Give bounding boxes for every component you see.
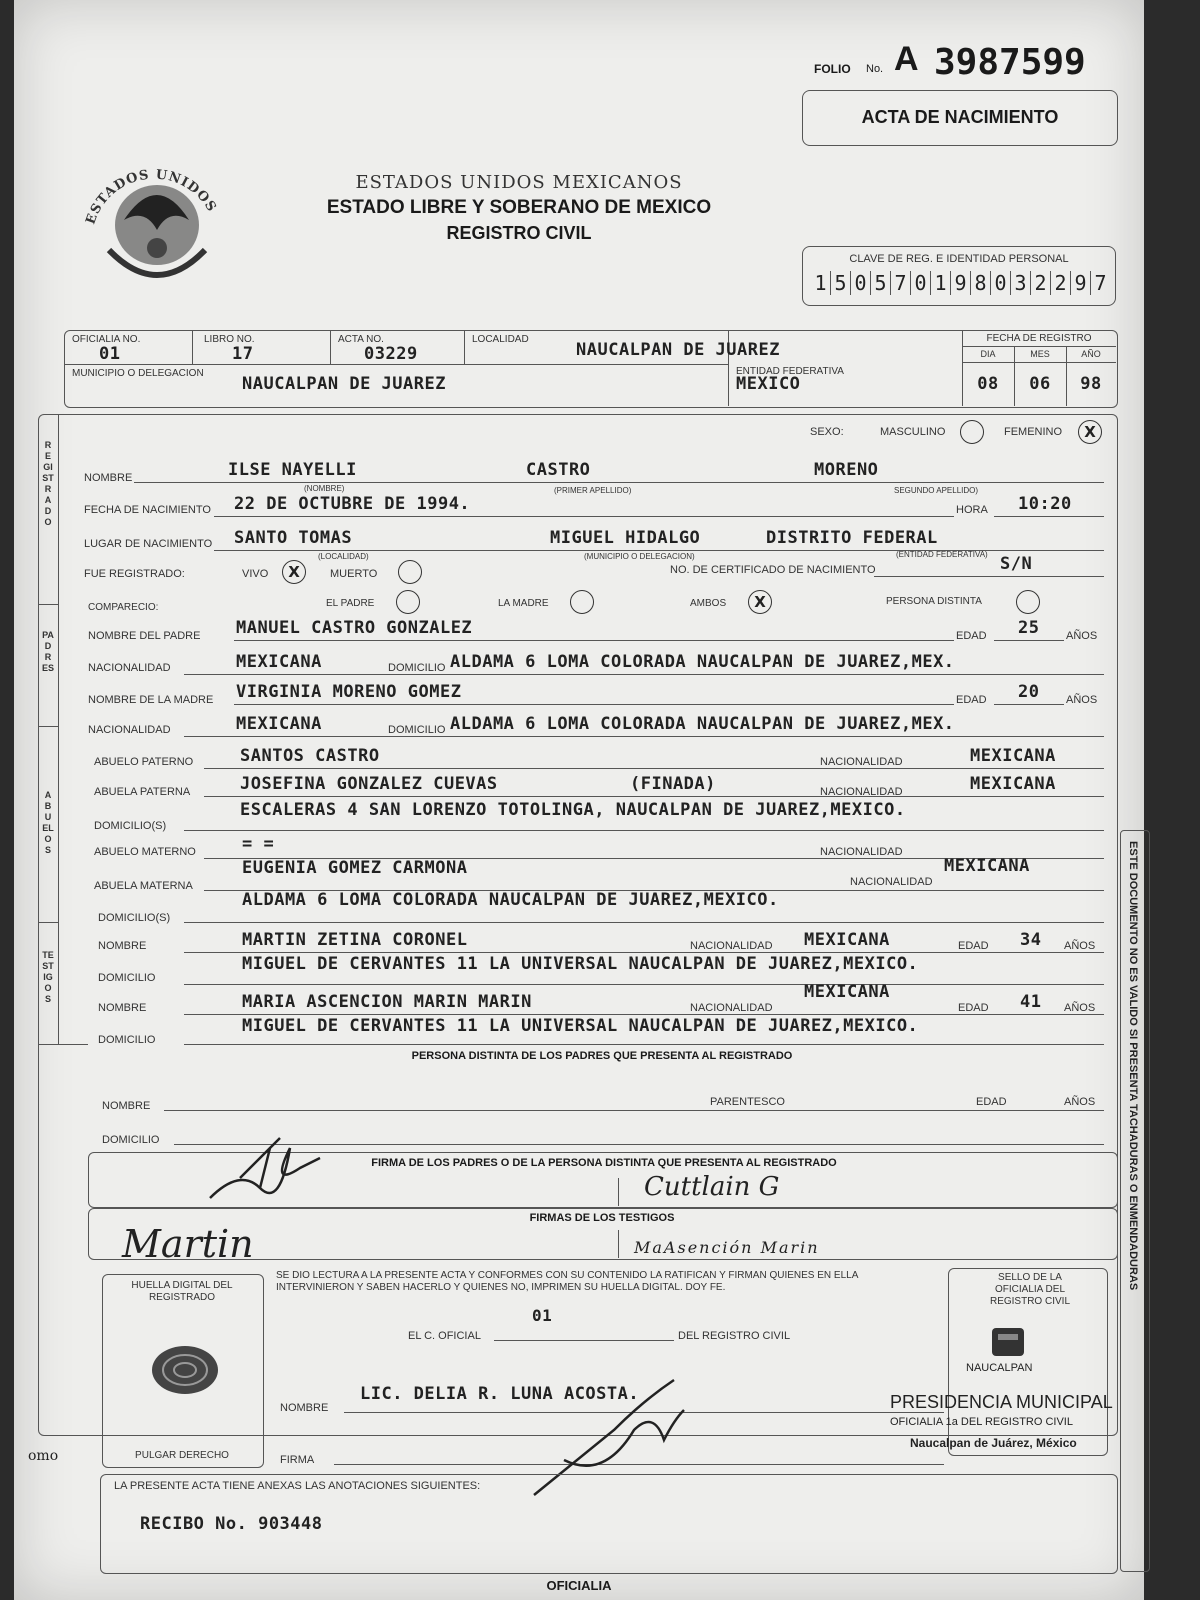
clave-digit: 1	[814, 271, 827, 295]
registrado-nombre: ILSE NAYELLI	[228, 460, 357, 480]
sexo-label: SEXO:	[810, 426, 844, 438]
localidad-value: NAUCALPAN DE JUAREZ	[576, 340, 780, 360]
el-oficial-label: EL C. OFICIAL	[408, 1330, 481, 1342]
doc-title-box	[802, 90, 1118, 146]
madre-domicilio: ALDAMA 6 LOMA COLORADA NAUCALPAN DE JUAREZ,MEX.	[450, 714, 955, 734]
madre-label: NOMBRE DE LA MADRE	[88, 694, 214, 706]
birth-certificate-sheet	[14, 0, 1144, 1600]
persona-distinta-anos-label: AÑOS	[1064, 1096, 1096, 1108]
abuelo-paterno-nacionalidad-label: NACIONALIDAD	[820, 756, 903, 768]
fecha-nacimiento-value: 22 DE OCTUBRE DE 1994.	[234, 494, 471, 514]
folio-letter: A	[894, 40, 919, 78]
domicilio-maternos: ALDAMA 6 LOMA COLORADA NAUCALPAN DE JUAREZ,MEXICO.	[242, 890, 779, 910]
testigo2-edad-label: EDAD	[958, 1002, 989, 1014]
testigo2-nombre: MARIA ASCENCION MARIN MARIN	[242, 992, 532, 1012]
masculino-label: MASCULINO	[880, 426, 946, 438]
padre-anos-label: AÑOS	[1066, 630, 1098, 642]
muerto-circle	[398, 560, 422, 584]
huella-label: HUELLA DIGITAL DEL REGISTRADO	[131, 1280, 233, 1303]
folio-no-label: No.	[866, 63, 884, 75]
nombre-sub: (NOMBRE)	[304, 484, 345, 493]
padre-edad-label: EDAD	[956, 630, 987, 642]
abuela-materna-nacionalidad: MEXICANA	[944, 856, 1030, 876]
testigo2-edad: 41	[1020, 992, 1042, 1012]
vivo-circle-marked	[282, 560, 306, 584]
muerto-label: MUERTO	[330, 568, 378, 580]
del-registro-label: DEL REGISTRO CIVIL	[678, 1330, 791, 1342]
national-seal-icon	[69, 130, 239, 300]
oficial-nombre-label: NOMBRE	[280, 1402, 329, 1414]
abuelo-materno-label: ABUELO MATERNO	[94, 846, 196, 858]
lugar-entidad: DISTRITO FEDERAL	[766, 528, 938, 548]
lugar-localidad: SANTO TOMAS	[234, 528, 353, 548]
header-line3: REGISTRO CIVIL	[446, 223, 592, 243]
madre-domicilio-label: DOMICILIO	[388, 724, 446, 736]
firma-padres-title: FIRMA DE LOS PADRES O DE LA PERSONA DISTINTA QUE PRESENTA AL REGISTRADO	[371, 1157, 837, 1169]
clave-digits	[811, 271, 1110, 295]
abuelo-paterno-nacionalidad: MEXICANA	[970, 746, 1056, 766]
clave-digit: 9	[1070, 271, 1090, 295]
femenino-circle-marked	[1078, 420, 1102, 444]
clave-digit: 9	[950, 271, 970, 295]
hora-label: HORA	[956, 504, 988, 516]
oficial-firma-label: FIRMA	[280, 1454, 315, 1466]
header-block	[304, 172, 734, 244]
madre-nacionalidad-label: NACIONALIDAD	[88, 724, 171, 736]
clave-label: CLAVE DE REG. E IDENTIDAD PERSONAL	[849, 253, 1069, 265]
el-padre-label: EL PADRE	[326, 598, 375, 609]
oficialia-label: OFICIALIA NO.	[72, 334, 141, 345]
masculino-circle	[960, 420, 984, 444]
padre-edad: 25	[1018, 618, 1040, 638]
testigo1-domicilio-label: DOMICILIO	[98, 972, 156, 984]
entidad-value: MEXICO	[736, 374, 801, 394]
localidad-sub: (LOCALIDAD)	[318, 552, 369, 561]
segundo-apellido-sub: SEGUNDO APELLIDO)	[894, 486, 979, 495]
municipio-label: MUNICIPIO O DELEGACION	[72, 368, 204, 379]
certificado-value: S/N	[1000, 554, 1033, 574]
clave-box	[802, 246, 1116, 306]
anotaciones-label: LA PRESENTE ACTA TIENE ANEXAS LAS ANOTACIONES SIGUIENTES:	[114, 1480, 481, 1492]
abuelo-materno-nacionalidad-label: NACIONALIDAD	[820, 846, 903, 858]
abuelo-paterno: SANTOS CASTRO	[240, 746, 380, 766]
hora-value: 10:20	[1018, 494, 1072, 514]
persona-distinta-parentesco-label: PARENTESCO	[710, 1096, 785, 1108]
comparecio-label: COMPARECIO:	[88, 602, 159, 613]
folio-number: 3987599	[934, 42, 1086, 83]
ambos-label: AMBOS	[690, 598, 727, 609]
stamp-line2: OFICIALIA 1a DEL REGISTRO CIVIL	[890, 1416, 1073, 1428]
primer-apellido-sub: (PRIMER APELLIDO)	[554, 486, 632, 495]
domicilio-paternos: ESCALERAS 4 SAN LORENZO TOTOLINGA, NAUCALPAN DE JUAREZ,MEXICO.	[240, 800, 906, 820]
testigo2-domicilio: MIGUEL DE CERVANTES 11 LA UNIVERSAL NAUCALPAN DE JUAREZ,MEXICO.	[242, 1016, 919, 1036]
persona-distinta-nombre-label: NOMBRE	[102, 1100, 151, 1112]
clave-digit: 8	[970, 271, 990, 295]
header-line1: ESTADOS UNIDOS MEXICANOS	[355, 172, 683, 193]
signature-padre-scribble-icon	[200, 1128, 330, 1213]
el-padre-circle	[396, 590, 420, 614]
ambos-circle-marked	[748, 590, 772, 614]
padre-nacionalidad: MEXICANA	[236, 652, 322, 672]
oficial-numero: 01	[532, 1306, 553, 1325]
testigo1-edad-label: EDAD	[958, 940, 989, 952]
padre-domicilio: ALDAMA 6 LOMA COLORADA NAUCALPAN DE JUAREZ,MEX.	[450, 652, 955, 672]
mes-label: MES	[1030, 349, 1050, 359]
signature-testigo1: Martin	[122, 1222, 254, 1266]
libro-value: 17	[232, 344, 254, 364]
anio-label: AÑO	[1081, 349, 1101, 359]
header-line2: ESTADO LIBRE Y SOBERANO DE MEXICO	[326, 197, 712, 218]
domicilios-maternos-label: DOMICILIO(S)	[98, 912, 171, 924]
libro-label: LIBRO NO.	[204, 334, 255, 345]
padre-domicilio-label: DOMICILIO	[388, 662, 446, 674]
madre-nacionalidad: MEXICANA	[236, 714, 322, 734]
clave-digit: 5	[870, 271, 890, 295]
municipio-value: NAUCALPAN DE JUAREZ	[242, 374, 446, 394]
clave-digit: 7	[890, 271, 910, 295]
stamp-line3: Naucalpan de Juárez, México	[910, 1436, 1077, 1450]
la-madre-label: LA MADRE	[498, 598, 549, 609]
abuela-paterna: JOSEFINA GONZALEZ CUEVAS	[240, 774, 498, 794]
validity-margin-box	[1120, 830, 1150, 1572]
lugar-nacimiento-label: LUGAR DE NACIMIENTO	[84, 538, 213, 550]
la-madre-circle	[570, 590, 594, 614]
abuela-paterna-nacionalidad: MEXICANA	[970, 774, 1056, 794]
clave-digit: 0	[990, 271, 1010, 295]
side-label-abuelos: ABUELOS	[42, 790, 54, 855]
municipio-sub: (MUNICIPIO O DELEGACION)	[584, 552, 695, 561]
testigo1-nacionalidad-label: NACIONALIDAD	[690, 940, 773, 952]
side-label-padres: PADRES	[42, 630, 55, 673]
lectura-text: SE DIO LECTURA A LA PRESENTE ACTA Y CONFORMES CON SU CONTENIDO LA RATIFICAN Y FIRMAN QUIENES EN ELLA INTERVINIERON Y SABEN HACERLO Y QUIENES NO, IMPRIMEN SU HUELLA DIGITAL. DOY FE.	[276, 1270, 858, 1293]
testigo1-nombre: MARTIN ZETINA CORONEL	[242, 930, 468, 950]
sello-label: SELLO DE LA OFICIALIA DEL REGISTRO CIVIL	[989, 1272, 1070, 1307]
madre-anos-label: AÑOS	[1066, 694, 1098, 706]
vivo-label: VIVO	[242, 568, 269, 580]
certificado-label: NO. DE CERTIFICADO DE NACIMIENTO	[670, 564, 876, 576]
fue-registrado-label: FUE REGISTRADO:	[84, 568, 185, 580]
testigo1-nombre-label: NOMBRE	[98, 940, 147, 952]
testigo2-nacionalidad: MEXICANA	[804, 982, 890, 1002]
abuela-materna-nacionalidad-label: NACIONALIDAD	[850, 876, 933, 888]
abuelo-materno: = =	[242, 834, 275, 854]
left-margin-text: omo	[28, 1448, 59, 1464]
testigo2-anos-label: AÑOS	[1064, 1002, 1096, 1014]
abuela-paterna-nacionalidad-label: NACIONALIDAD	[820, 786, 903, 798]
oficial-nombre: LIC. DELIA R. LUNA ACOSTA.	[360, 1384, 640, 1404]
clave-digit: 7	[1090, 271, 1110, 295]
signature-padre: Cuttlain G	[644, 1172, 780, 1202]
abuela-materna: EUGENIA GOMEZ CARMONA	[242, 858, 468, 878]
padre-nacionalidad-label: NACIONALIDAD	[88, 662, 171, 674]
abuelo-paterno-label: ABUELO PATERNO	[94, 756, 194, 768]
padre-nombre: MANUEL CASTRO GONZALEZ	[236, 618, 473, 638]
signature-testigo2: MaAsención Marin	[634, 1238, 820, 1257]
testigo1-nacionalidad: MEXICANA	[804, 930, 890, 950]
mes-value: 06	[1029, 374, 1051, 394]
acta-label: ACTA NO.	[338, 334, 384, 345]
abuela-materna-label: ABUELA MATERNA	[94, 880, 193, 892]
entidad-sub: (ENTIDAD FEDERATIVA)	[896, 550, 988, 559]
recibo-number: RECIBO No. 903448	[140, 1514, 323, 1534]
localidad-label: LOCALIDAD	[472, 334, 529, 345]
persona-distinta-edad-label: EDAD	[976, 1096, 1007, 1108]
stamp-city: NAUCALPAN	[966, 1362, 1033, 1374]
clave-digit: 0	[850, 271, 870, 295]
clave-digit: 3	[1010, 271, 1030, 295]
thumbprint-icon	[150, 1340, 220, 1405]
seal-text: ESTADOS UNIDOS	[83, 167, 220, 227]
persona-distinta-label: PERSONA DISTINTA	[886, 596, 982, 607]
pulgar-label: PULGAR DERECHO	[135, 1450, 229, 1461]
folio-label: FOLIO	[814, 62, 851, 76]
femenino-label: FEMENINO	[1004, 426, 1063, 438]
side-label-registrado: REGISTRADO	[42, 440, 54, 527]
acta-value: 03229	[364, 344, 418, 364]
persona-distinta-title: PERSONA DISTINTA DE LOS PADRES QUE PRESENTA AL REGISTRADO	[411, 1050, 793, 1062]
madre-edad: 20	[1018, 682, 1040, 702]
testigo1-edad: 34	[1020, 930, 1042, 950]
testigo1-domicilio: MIGUEL DE CERVANTES 11 LA UNIVERSAL NAUCALPAN DE JUAREZ,MEXICO.	[242, 954, 919, 974]
stamp-line1: PRESIDENCIA MUNICIPAL	[890, 1392, 1113, 1412]
clave-digit: 2	[1030, 271, 1050, 295]
registrado-segundo-apellido: MORENO	[814, 460, 879, 480]
fecha-registro-label: FECHA DE REGISTRO	[986, 333, 1092, 344]
clave-digit: 0	[910, 271, 930, 295]
madre-nombre: VIRGINIA MORENO GOMEZ	[236, 682, 462, 702]
persona-distinta-domicilio-label: DOMICILIO	[102, 1134, 160, 1146]
footer-oficialia: OFICIALIA	[546, 1578, 612, 1593]
abuela-paterna-finada: (FINADA)	[630, 774, 716, 794]
testigo2-domicilio-label: DOMICILIO	[98, 1034, 156, 1046]
entidad-label: ENTIDAD FEDERATIVA	[736, 366, 844, 377]
clave-digit: 2	[1050, 271, 1070, 295]
persona-distinta-circle	[1016, 590, 1040, 614]
madre-edad-label: EDAD	[956, 694, 987, 706]
anio-value: 98	[1080, 374, 1102, 394]
testigo2-nacionalidad-label: NACIONALIDAD	[690, 1002, 773, 1014]
abuela-paterna-label: ABUELA PATERNA	[94, 786, 191, 798]
oficialia-value: 01	[99, 344, 121, 364]
testigo1-anos-label: AÑOS	[1064, 940, 1096, 952]
clave-digit: 1	[930, 271, 950, 295]
registrado-primer-apellido: CASTRO	[526, 460, 591, 480]
nombre-label: NOMBRE	[84, 472, 133, 484]
padre-label: NOMBRE DEL PADRE	[88, 630, 201, 642]
clave-digit: 5	[830, 271, 850, 295]
testigo2-nombre-label: NOMBRE	[98, 1002, 147, 1014]
dia-value: 08	[977, 374, 999, 394]
dia-label: DIA	[980, 349, 996, 359]
lugar-municipio: MIGUEL HIDALGO	[550, 528, 701, 548]
fecha-nacimiento-label: FECHA DE NACIMIENTO	[84, 504, 211, 516]
firma-testigos-title: FIRMAS DE LOS TESTIGOS	[529, 1212, 675, 1224]
municipal-emblem-icon	[988, 1322, 1028, 1367]
doc-title: ACTA DE NACIMIENTO	[861, 107, 1059, 127]
domicilios-paternos-label: DOMICILIO(S)	[94, 820, 167, 832]
side-label-testigos: TESTIGOS	[42, 950, 54, 1004]
validity-margin-text: ESTE DOCUMENTO NO ES VALIDO SI PRESENTA TACHADURAS O ENMENDADURAS	[1127, 841, 1139, 1291]
